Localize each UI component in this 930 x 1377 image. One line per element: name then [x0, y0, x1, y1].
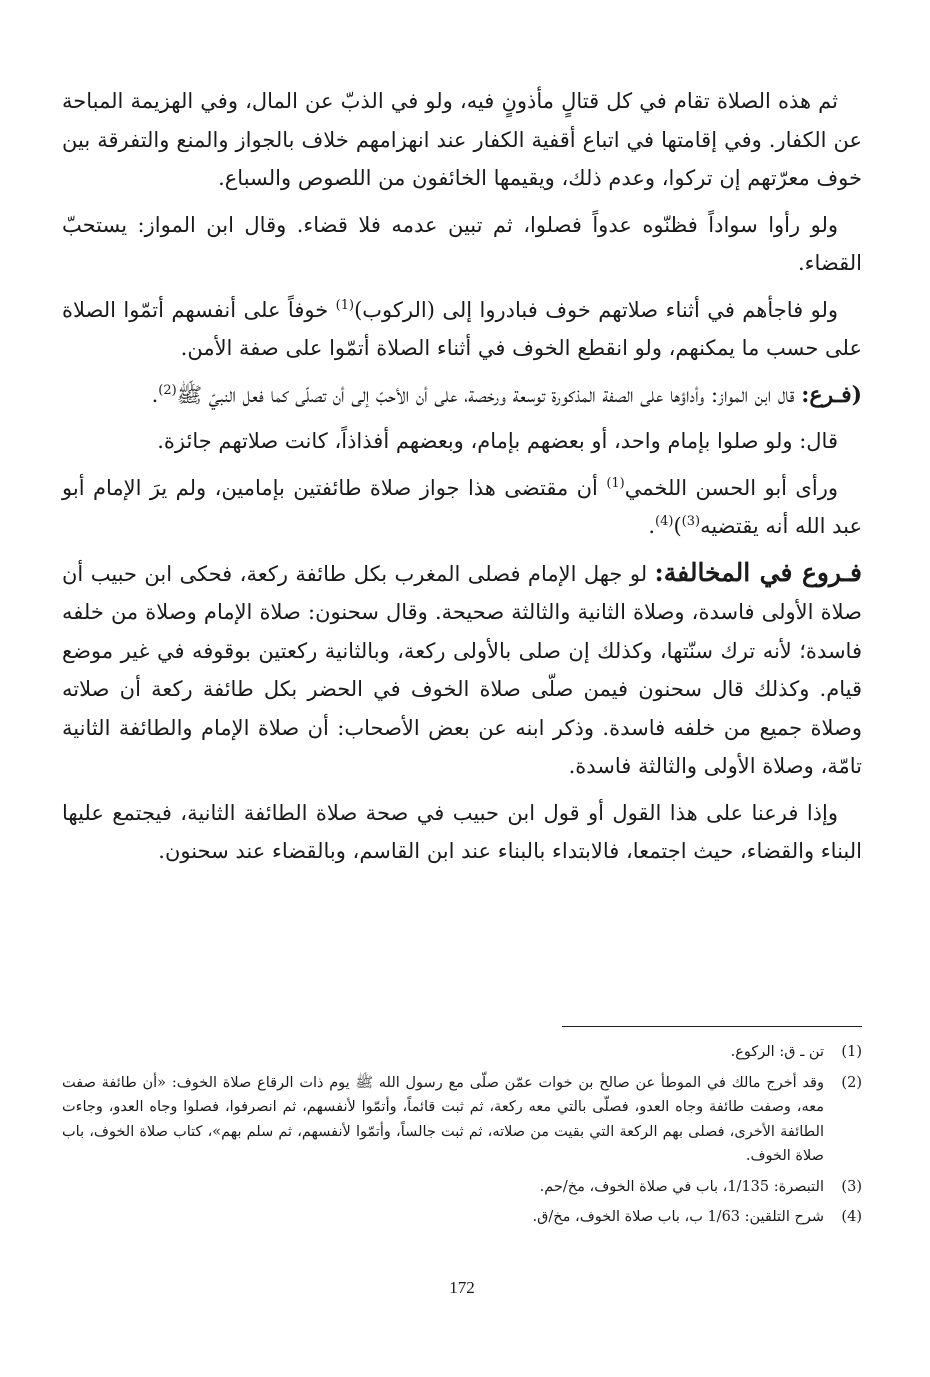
- paragraph-text: وإذا فرعنا على هذا القول أو قول ابن حبيب في صحة صلاة الطائفة الثانية، فيجتمع عليها البناء والقضاء، حيث اجتمعا، فالابتداء بالبناء عند ابن القاسم، وبالقضاء عند سحنون.: [62, 800, 862, 863]
- section-heading: (فـرع:: [801, 381, 862, 408]
- paragraph-text: .: [648, 514, 655, 538]
- paragraph-7: [62, 554, 862, 786]
- paragraph-text: ثم هذه الصلاة تقام في كل قتالٍ مأذونٍ فيه، ولو في الذبّ عن المال، وفي الهزيمة المباحة عن الكفار. وفي إقامتها في اتباع أقفية الكفار عند انهزامهم خلاف بالجواز والمنع والتفرقة بين خوف معرّتهم إن تركوا، وعدم ذلك، ويقيمها الخائفون من اللصوص والسباع.: [62, 89, 862, 190]
- footnote-3: [62, 1175, 862, 1200]
- paragraph-5: [62, 422, 862, 461]
- footnote-divider: [562, 1026, 862, 1027]
- page-number: 172: [449, 1278, 475, 1297]
- paragraph-text: قال ابن المواز: وأداؤها على الصفة المذكورة توسعة ورخصة، على أن الأحبّ إلى أن تصلّى كما فعل النبيّ ﷺ: [176, 382, 802, 407]
- paragraph-text: .: [151, 382, 159, 407]
- footnote-4: [62, 1205, 862, 1230]
- footnote-ref: (3): [681, 514, 701, 529]
- footnote-number: (4): [841, 1209, 862, 1225]
- footnotes: [62, 1040, 862, 1236]
- book-page: [62, 82, 862, 1352]
- section-heading: فـروع في المخالفة:: [654, 557, 863, 587]
- paragraph-text: أن مقتضى هذا جواز صلاة طائفتين بإمامين، ولم يرَ الإمام أبو عبد الله أنه يقتضيه: [62, 475, 862, 538]
- footnote-ref: (1): [606, 475, 625, 491]
- paragraph-2: [62, 206, 862, 283]
- footnote-ref: (4): [655, 514, 674, 529]
- footnote-2: [62, 1071, 862, 1169]
- main-text: [62, 82, 862, 871]
- paragraph-text: ورأى أبو الحسن اللخمي: [624, 475, 838, 500]
- footnote-ref: (2): [158, 382, 177, 398]
- footnote-text: تن ـ ق: الركوع.: [730, 1044, 824, 1060]
- paragraph-4: [62, 376, 862, 415]
- footnote-number: (3): [841, 1178, 862, 1195]
- paragraph-text: قال: ولو صلوا بإمام واحد، أو بعضهم بإمام، وبعضهم أفذاذاً، كانت صلاتهم جائزة.: [157, 429, 838, 453]
- paragraph-6: [62, 469, 862, 546]
- footnote-ref: (1): [335, 297, 355, 313]
- footnote-1: [62, 1040, 862, 1065]
- paragraph-8: [62, 794, 862, 871]
- paragraph-text: ولو فاجأهم في أثناء صلاتهم خوف فبادروا إلى (الركوب): [354, 297, 838, 322]
- paragraph-text: ولو رأوا سواداً فظنّوه عدواً فصلوا، ثم تبين عدمه فلا قضاء. وقال ابن المواز: يستحبّ القضاء.: [62, 212, 862, 275]
- footnote-text: التبصرة: 1/135، باب في صلاة الخوف، مخ/حم.: [539, 1178, 824, 1195]
- paragraph-text: ): [673, 514, 682, 538]
- footnote-number: (1): [841, 1044, 862, 1060]
- footnote-text: وقد أخرج مالك في الموطأ عن صالح بن خوات عمّن صلّى مع رسول الله ﷺ يوم ذات الرقاع صلاة الخوف: «أن طائفة صفت معه، وصفت طائفة وجاه العدو، فصلّى بالتي معه ركعة، ثم ثبت قائماً، وأتمّوا لأنفسهم، ثم انصرفوا، فصلوا وجاه العدو، وجاءت الطائفة الأخرى، فصلى بهم الركعة التي بقيت من صلاته، ثم ثبت جالساً، وأتمّوا لأنفسهم، ثم سلم بهم»، كتاب صلاة الخوف، باب صلاة الخوف.: [62, 1074, 824, 1164]
- paragraph-3: [62, 291, 862, 368]
- paragraph-1: [62, 82, 862, 198]
- paragraph-text: خوفاً على أنفسهم أتمّوا الصلاة على حسب ما يمكنهم، ولو انقطع الخوف في أثناء الصلاة أتمّوا على صفة الأمن.: [62, 297, 862, 360]
- footnote-number: (2): [841, 1074, 862, 1091]
- footnote-text: شرح التلقين: 1/63 ب، باب صلاة الخوف، مخ/ق.: [532, 1209, 824, 1225]
- paragraph-text: لو جهل الإمام فصلى المغرب بكل طائفة ركعة، فحكى ابن حبيب أن صلاة الأولى فاسدة، وصلاة الثانية والثالثة صحيحة. وقال سحنون: صلاة الإمام وصلاة من خلفه فاسدة؛ لأنه ترك سنّتها، وكذلك إن صلى بالأولى ركعة، وبالثانية ركعتين بوقوفه في غير موضع قيام. وكذلك قال سحنون فيمن صلّى صلاة الخوف في الحضر بكل طائفة ركعة أن صلاته وصلاة جميع من خلفه فاسدة. وذكر ابنه عن بعض الأصحاب: أن صلاة الإمام والطائفة الثانية تامّة، وصلاة الأولى والثالثة فاسدة.: [62, 561, 862, 778]
